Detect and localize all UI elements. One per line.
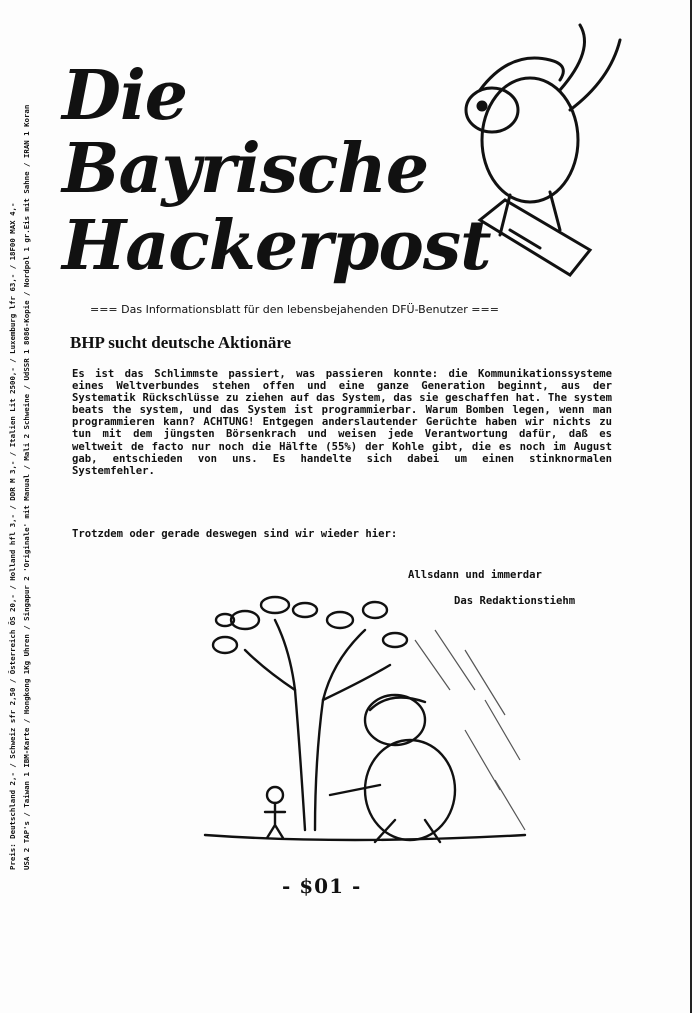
masthead-line-3: Hackerpost [62,206,491,286]
mascot-illustration [420,20,640,290]
article-headline: BHP sucht deutsche Aktionäre [70,333,292,352]
page-edge-rule [690,0,692,1013]
price-strip [6,40,36,870]
masthead-line-1: Die [62,56,188,136]
article-closing: Trotzdem oder gerade deswegen sind wir wieder hier: [72,528,398,540]
signoff-line-1: Allsdann und immerdar [408,569,542,581]
price-line-1: Preis: Deutschland 2,- / Schweiz sfr 2,50 / Österreich ÖS 20,- / Holland hfl 3,- / DDR M 3,- / Italien Lit 2500,- / Luxemburg lfr 63,- / 18F00 MAX 4,- [8,202,17,870]
article-body: Es ist das Schlimmste passiert, was passieren konnte: die Kommunikationssysteme eines Weltverbundes stehen offen und eine ganze Generation beginnt, aus der Systematik Rückschlüsse zu ziehen auf das System, das sie geschaffen hat. The system beats the system, und das System ist programmierbar. Warum Bomben legen, wenn man programmieren kann? ACHTUNG! Entgegen anderslautender Gerüchte haben wir nichts zu tun mit dem jüngsten Börsenkrach und weisen jede Verantwortung dafür, daß es weltweit de facto nur noch die Hälfte (55%) der Kohle gibt, die es noch im August gab, entschieden von uns. Es handelte sich dabei um einen stinknormalen Systemfehler. [72,368,612,477]
tree-illustration [165,580,545,860]
subtitle: === Das Informationsblatt für den lebensbejahenden DFÜ-Benutzer === [90,303,499,316]
price-line-2: USA 2 TAP's / Taiwan 1 IBM-Karte / Hongkong 1Kg Uhren / Singapur 2 'Originale' mit Manual / Mali 2 Schweine / UdSSR 1 8086-Kopie / Nordpol 1 gr.Eis mit Sahne / IRAN 1 Koran [22,104,31,870]
masthead-line-2: Bayrische [62,129,429,209]
page-number: - $01 - [282,874,362,898]
signoff-line-2: Das Redaktionstiehm [454,595,576,607]
